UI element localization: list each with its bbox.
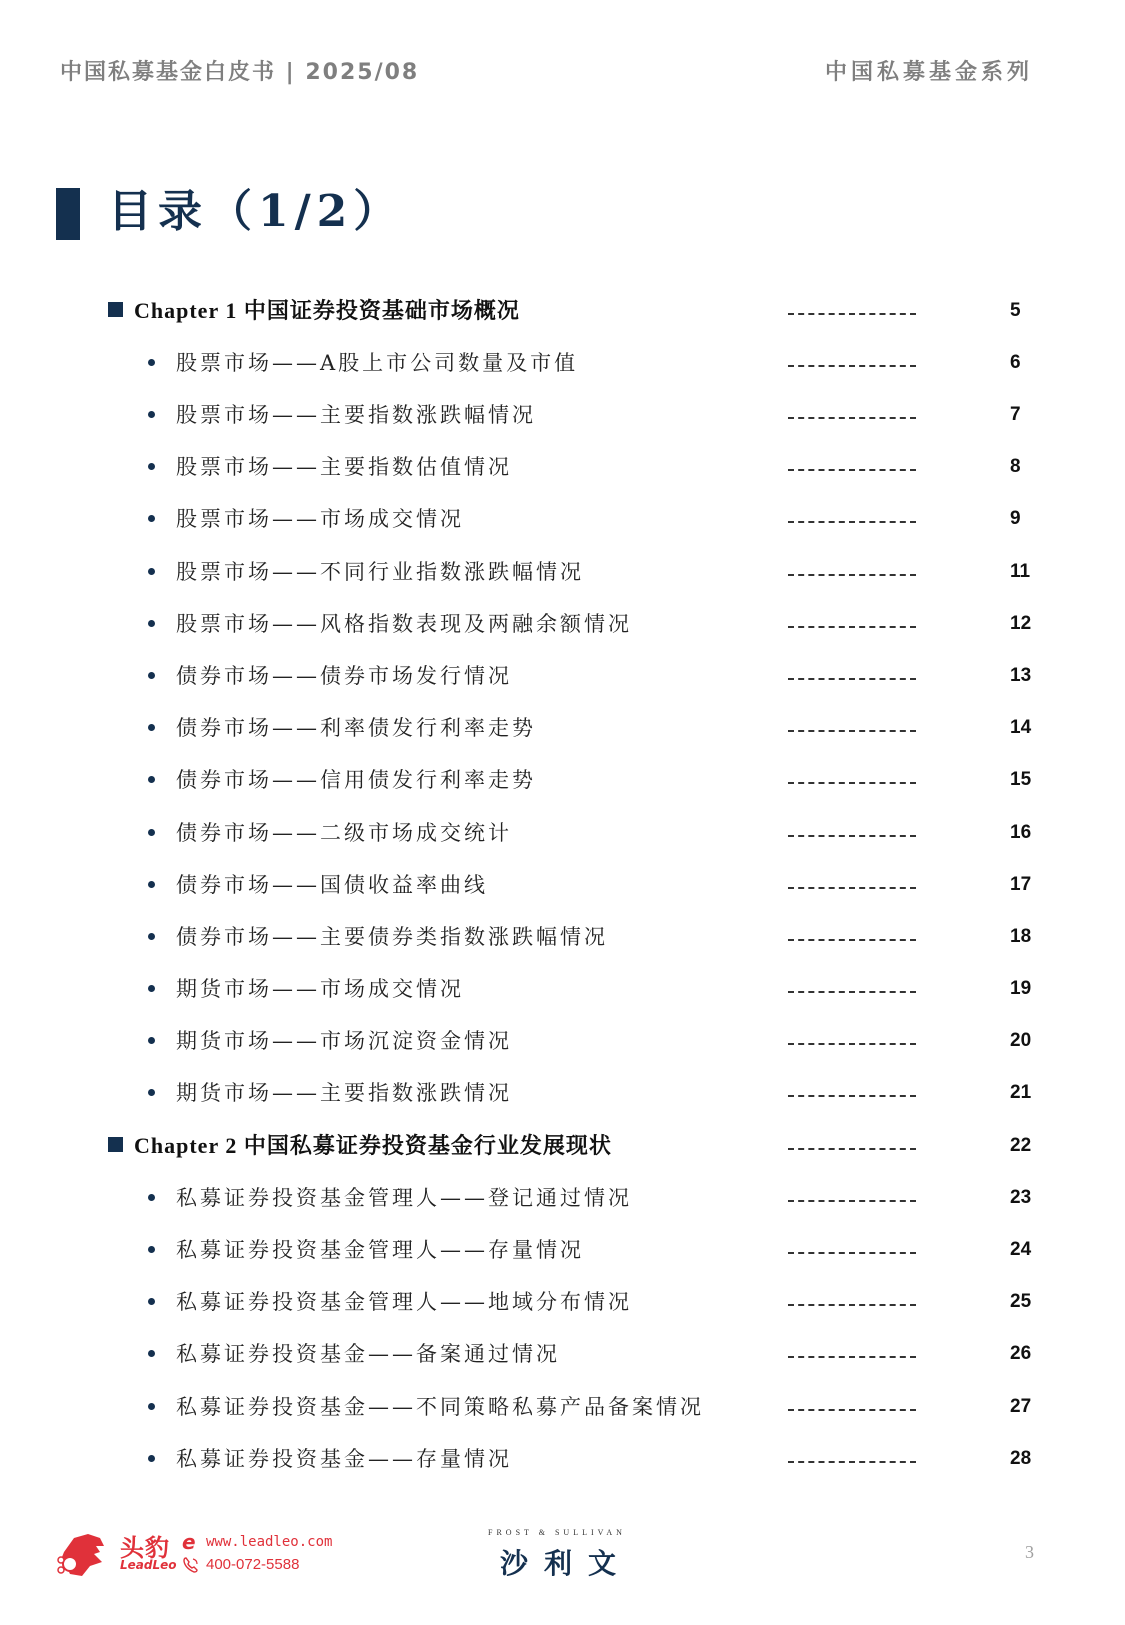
leadleo-name-cn: 头豹 <box>120 1534 170 1562</box>
leader-dashes <box>788 521 916 523</box>
page-number: 18 <box>1010 926 1032 947</box>
toc-item[interactable] <box>0 1334 1125 1374</box>
toc-item[interactable] <box>0 865 1125 905</box>
leader-dashes <box>788 1095 916 1097</box>
toc-item[interactable] <box>0 1021 1125 1061</box>
bullet-icon <box>148 568 155 575</box>
leopard-head-icon <box>56 1532 106 1578</box>
bullet-icon <box>148 1194 155 1201</box>
web-e-icon: e <box>182 1530 196 1554</box>
leader-dashes <box>788 1252 916 1254</box>
page-number: 21 <box>1010 1082 1032 1103</box>
toc-item[interactable] <box>0 499 1125 539</box>
item-label: 债券市场——债券市场发行情况 <box>176 664 512 688</box>
toc-item[interactable] <box>0 1230 1125 1270</box>
item-label: 私募证券投资基金管理人——登记通过情况 <box>176 1186 632 1210</box>
toc-item[interactable] <box>0 343 1125 383</box>
item-label: 股票市场——主要指数涨跌幅情况 <box>176 403 536 427</box>
page-number: 9 <box>1010 508 1021 529</box>
leader-dashes <box>788 313 916 315</box>
item-label: 期货市场——市场成交情况 <box>176 977 464 1001</box>
chapter-label: Chapter 1 中国证券投资基础市场概况 <box>134 298 520 323</box>
page-number: 14 <box>1010 717 1032 738</box>
page-number: 26 <box>1010 1343 1032 1364</box>
toc-item[interactable] <box>0 1439 1125 1479</box>
bullet-icon <box>148 359 155 366</box>
page-number: 27 <box>1010 1396 1032 1417</box>
page-number: 8 <box>1010 456 1021 477</box>
leader-dashes <box>788 835 916 837</box>
page-number: 7 <box>1010 404 1021 425</box>
square-bullet-icon <box>108 1137 123 1152</box>
frost-sullivan-name-cn: 沙利文 <box>500 1547 633 1580</box>
leader-dashes <box>788 991 916 993</box>
header-series-name: 中国私募基金系列 <box>824 60 1033 85</box>
item-label: 股票市场——不同行业指数涨跌幅情况 <box>176 560 584 584</box>
title-accent-bar <box>56 188 80 240</box>
leader-dashes <box>788 782 916 784</box>
page-number: 16 <box>1010 822 1032 843</box>
item-label: 私募证券投资基金管理人——存量情况 <box>176 1238 584 1262</box>
bullet-icon <box>148 1089 155 1096</box>
item-label: 债券市场——二级市场成交统计 <box>176 821 512 845</box>
bullet-icon <box>148 1455 155 1462</box>
page-number: 17 <box>1010 874 1032 895</box>
leadleo-logo <box>56 1530 356 1580</box>
header-doc-title: 中国私募基金白皮书 | 2025/08 <box>60 60 420 85</box>
item-label: 债券市场——主要债券类指数涨跌幅情况 <box>176 925 608 949</box>
bullet-icon <box>148 515 155 522</box>
toc-item[interactable] <box>0 1178 1125 1218</box>
leadleo-url[interactable]: www.leadleo.com <box>206 1534 333 1550</box>
toc-item[interactable] <box>0 760 1125 800</box>
item-label: 债券市场——国债收益率曲线 <box>176 873 488 897</box>
leader-dashes <box>788 1043 916 1045</box>
leader-dashes <box>788 678 916 680</box>
bullet-icon <box>148 1298 155 1305</box>
page-number: 23 <box>1010 1187 1032 1208</box>
page-number: 5 <box>1010 300 1021 321</box>
bullet-icon <box>148 1403 155 1410</box>
page-number: 15 <box>1010 769 1032 790</box>
item-label: 股票市场——主要指数估值情况 <box>176 455 512 479</box>
page-number: 28 <box>1010 1448 1032 1469</box>
bullet-icon <box>148 776 155 783</box>
bullet-icon <box>148 672 155 679</box>
toc-item[interactable] <box>0 395 1125 435</box>
toc-item[interactable] <box>0 813 1125 853</box>
item-label: 债券市场——信用债发行利率走势 <box>176 768 536 792</box>
page-number: 20 <box>1010 1030 1032 1051</box>
toc-item[interactable] <box>0 917 1125 957</box>
page-number: 13 <box>1010 665 1032 686</box>
bullet-icon <box>148 1037 155 1044</box>
leader-dashes <box>788 887 916 889</box>
toc-chapter-2[interactable] <box>0 1126 1125 1166</box>
page-number: 22 <box>1010 1135 1032 1156</box>
bullet-icon <box>148 411 155 418</box>
leader-dashes <box>788 626 916 628</box>
leadleo-name-en: LeadLeo <box>120 1558 177 1572</box>
leader-dashes <box>788 1148 916 1150</box>
page-title: 目录（1/2） <box>108 186 404 237</box>
item-label: 债券市场——利率债发行利率走势 <box>176 716 536 740</box>
page-number-footer: 3 <box>1025 1542 1034 1562</box>
bullet-icon <box>148 463 155 470</box>
leader-dashes <box>788 1409 916 1411</box>
page-number: 24 <box>1010 1239 1032 1260</box>
leader-dashes <box>788 1356 916 1358</box>
phone-icon <box>182 1556 200 1574</box>
item-label: 期货市场——市场沉淀资金情况 <box>176 1029 512 1053</box>
bullet-icon <box>148 933 155 940</box>
page-number: 6 <box>1010 352 1021 373</box>
toc-item[interactable] <box>0 969 1125 1009</box>
leader-dashes <box>788 730 916 732</box>
chapter-label: Chapter 2 中国私募证券投资基金行业发展现状 <box>134 1133 612 1158</box>
item-label: 私募证券投资基金——存量情况 <box>176 1447 512 1471</box>
leader-dashes <box>788 1461 916 1463</box>
item-label: 私募证券投资基金——备案通过情况 <box>176 1342 560 1366</box>
item-label: 期货市场——主要指数涨跌情况 <box>176 1081 512 1105</box>
bullet-icon <box>148 724 155 731</box>
item-label: 私募证券投资基金——不同策略私募产品备案情况 <box>176 1395 704 1419</box>
leader-dashes <box>788 417 916 419</box>
toc-chapter-1[interactable] <box>0 291 1125 331</box>
leader-dashes <box>788 939 916 941</box>
toc-item[interactable] <box>0 1073 1125 1113</box>
bullet-icon <box>148 881 155 888</box>
toc-item[interactable] <box>0 1387 1125 1427</box>
toc-item[interactable] <box>0 552 1125 592</box>
item-label: 私募证券投资基金管理人——地域分布情况 <box>176 1290 632 1314</box>
page-number: 12 <box>1010 613 1032 634</box>
leader-dashes <box>788 1200 916 1202</box>
item-label: 股票市场——A股上市公司数量及市值 <box>176 351 579 375</box>
frost-sullivan-logo <box>488 1528 668 1584</box>
leader-dashes <box>788 574 916 576</box>
leadleo-phone: 400-072-5588 <box>206 1556 300 1573</box>
leader-dashes <box>788 1304 916 1306</box>
item-label: 股票市场——市场成交情况 <box>176 507 464 531</box>
bullet-icon <box>148 1246 155 1253</box>
leader-dashes <box>788 365 916 367</box>
page-number: 19 <box>1010 978 1032 999</box>
bullet-icon <box>148 829 155 836</box>
bullet-icon <box>148 985 155 992</box>
square-bullet-icon <box>108 302 123 317</box>
toc-item[interactable] <box>0 1282 1125 1322</box>
page-number: 11 <box>1010 561 1031 582</box>
bullet-icon <box>148 1350 155 1357</box>
toc-item[interactable] <box>0 604 1125 644</box>
frost-sullivan-name-en: FROST & SULLIVAN <box>488 1528 626 1537</box>
item-label: 股票市场——风格指数表现及两融余额情况 <box>176 612 632 636</box>
toc-item[interactable] <box>0 656 1125 696</box>
page-number: 25 <box>1010 1291 1032 1312</box>
toc-item[interactable] <box>0 708 1125 748</box>
toc-item[interactable] <box>0 447 1125 487</box>
leader-dashes <box>788 469 916 471</box>
bullet-icon <box>148 620 155 627</box>
